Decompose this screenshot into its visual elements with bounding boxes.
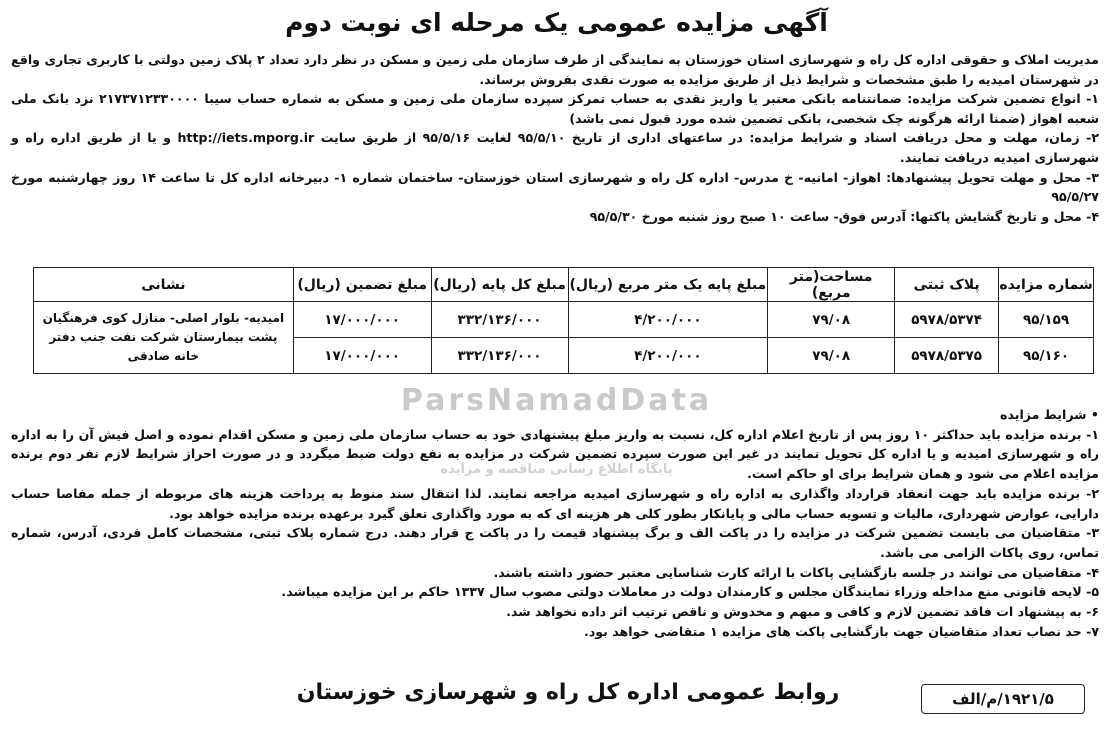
conditions-section — [11, 405, 1099, 641]
cell-plate: ۵۹۷۸/۵۳۷۴ — [895, 302, 999, 338]
header-area: مساحت(متر مربع) — [768, 268, 895, 302]
reference-number-box — [921, 684, 1085, 714]
website-protocol: http:// — [177, 130, 222, 146]
header-auction-number: شماره مزایده — [999, 268, 1094, 302]
cell-unit-price: ۴/۲۰۰/۰۰۰ — [568, 302, 768, 338]
cell-guarantee: ۱۷/۰۰۰/۰۰۰ — [293, 338, 431, 374]
condition-item: ۴- متقاضیان می توانند در جلسه بازگشایی پاکات با ارائه کارت شناسایی معتبر حضور داشته باشند. — [493, 564, 1099, 580]
header-total-price: مبلغ کل پایه (ریال) — [431, 268, 568, 302]
reference-number: ۱۹۲۱/۵/م/الف — [952, 690, 1054, 708]
table-row — [34, 302, 1094, 338]
cell-area: ۷۹/۰۸ — [768, 302, 895, 338]
cell-unit-price: ۴/۲۰۰/۰۰۰ — [568, 338, 768, 374]
condition-item: ۷- حد نصاب تعداد متقاضیان جهت بازگشایی پاکت های مزایده ۱ متقاضی خواهد بود. — [584, 623, 1099, 639]
condition-item: ۲- برنده مزایده باید جهت انعقاد قرارداد واگذاری به اداره راه و شهرسازی امیدیه مراجعه نمایند. لذا انتقال سند منوط به پرداخت هزینه های مربوطه از جمله مفاصا حساب دارایی، عوارض شهرداری، مالیات و تسویه حساب مالی و پایانکار بطور کلی هر هزینه ای که به مورد واگذاری تعلق گیرد برعهده برنده مزایده خواهد بود. — [11, 485, 1099, 521]
auction-table-wrapper — [33, 267, 1094, 374]
intro-lead: مدیریت املاک و حقوقی اداره کل راه و شهرسازی استان خوزستان به نمایندگی از طرف سازمان ملی زمین و مسکن در نظر دارد تعداد ۲ پلاک زمین دولتی با کاربری تجاری واقع در شهرستان امیدیه را طبق مشخصات و شرایط ذیل از طریق مزایده به صورت نقدی بفروش برساند. — [11, 52, 1099, 87]
condition-item: ۵- لایحه قانونی منع مداخله وزراء نمایندگان مجلس و کارمندان دولت در معاملات دولتی مصوب سال ۱۳۳۷ حاکم بر این مزایده میباشد. — [281, 584, 1099, 600]
cell-total-price: ۳۳۲/۱۳۶/۰۰۰ — [431, 338, 568, 374]
intro-item-2 — [11, 128, 1099, 167]
condition-item: ۶- به پیشنهاد ات فاقد تضمین لازم و کافی و مبهم و مخدوش و ناقص ترتیب اثر داده نخواهد شد. — [506, 604, 1099, 620]
intro-section — [11, 50, 1099, 226]
table-header-row — [34, 268, 1094, 302]
website-domain: iets.mporg.ir — [221, 130, 315, 146]
header-guarantee: مبلغ تضمین (ریال) — [293, 268, 431, 302]
notice-title: آگهی مزایده عمومی یک مرحله ای نوبت دوم — [285, 8, 828, 37]
watermark-brand: ParsNamadData — [400, 383, 713, 418]
header-registration-plate: پلاک ثبتی — [895, 268, 999, 302]
publisher-footer: روابط عمومی اداره کل راه و شهرسازی خوزستان — [296, 680, 840, 705]
cell-auction-number: ۹۵/۱۶۰ — [999, 338, 1094, 374]
intro-item-4: ۴- محل و تاریخ گشایش پاکتها: آدرس فوق- ساعت ۱۰ صبح روز شنبه مورخ ۹۵/۵/۳۰ — [589, 208, 1099, 224]
condition-item: ۱- برنده مزایده باید حداکثر ۱۰ روز پس از تاریخ اعلام اداره کل، نسبت به واریز مبلغ پیشنهادی خود به حساب سازمان ملی زمین و مسکن اقدام نموده و اصل فیش آن را به اداره راه و شهرسازی امیدیه و یا اداره کل تحویل نمایند در غیر این صورت سپرده تضمین شرکت در مزایده به نفع دولت ضبط میگردد و در صورت احراز شرایط لازم نفر دوم برنده مزایده اعلام می شود و همان شرایط برای او حاکم است. — [11, 426, 1099, 482]
cell-plate: ۵۹۷۸/۵۳۷۵ — [895, 338, 999, 374]
cell-address: امیدیه- بلوار اصلی- منازل کوی فرهنگیان پشت بیمارستان شرکت نفت جنب دفتر خانه صادقی — [34, 302, 294, 374]
cell-total-price: ۳۳۲/۱۳۶/۰۰۰ — [431, 302, 568, 338]
conditions-heading: • شرایط مزایده — [1000, 407, 1099, 422]
intro-item-2-text: ۲- زمان، مهلت و محل دریافت اسناد و شرایط مزایده: در ساعتهای اداری از تاریخ ۹۵/۵/۱۰ لغایت ۹۵/۵/۱۶ از طریق سایت — [320, 130, 1099, 146]
intro-item-2-tail: و یا از طریق اداره راه و شهرسازی امیدیه دریافت نمایند. — [11, 130, 1099, 165]
auction-table — [33, 267, 1094, 374]
cell-area: ۷۹/۰۸ — [768, 338, 895, 374]
header-unit-price: مبلغ پایه یک متر مربع (ریال) — [568, 268, 768, 302]
condition-item: ۳- متقاضیان می بایست تضمین شرکت در مزایده را در پاکت الف و برگ پیشنهاد قیمت را در پاکت ج قرار دهند. درج شماره پلاک ثبتی، مشخصات کامل فردی، آدرس، شماره تماس، روی پاکات الزامی می باشد. — [11, 525, 1099, 560]
intro-item-1: ۱- انواع تضمین شرکت مزایده: ضمانتنامه بانکی معتبر یا واریز نقدی به حساب تمرکز سپرده سازمان ملی زمین و مسکن به شماره حساب سیبا ۲۱۷۳۷۱۲۳۳۰۰۰۰ نزد بانک ملی شعبه اهواز (ضمنا ارائه هرگونه چک شخصی، بانکی تضمین شده مورد قبول نمی باشد) — [11, 91, 1099, 126]
cell-auction-number: ۹۵/۱۵۹ — [999, 302, 1094, 338]
watermark-subtitle: پایگاه اطلاع رسانی مناقصه و مزایده — [440, 462, 673, 477]
website-link[interactable] — [177, 130, 314, 145]
cell-guarantee: ۱۷/۰۰۰/۰۰۰ — [293, 302, 431, 338]
header-address: نشانی — [34, 268, 294, 302]
intro-item-3: ۳- محل و مهلت تحویل پیشنهادها: اهواز- امانیه- خ مدرس- اداره کل راه و شهرسازی استان خوزستان- ساختمان شماره ۱- دبیرخانه اداره کل تا ساعت ۱۴ روز چهارشنبه مورخ ۹۵/۵/۲۷ — [11, 169, 1099, 205]
